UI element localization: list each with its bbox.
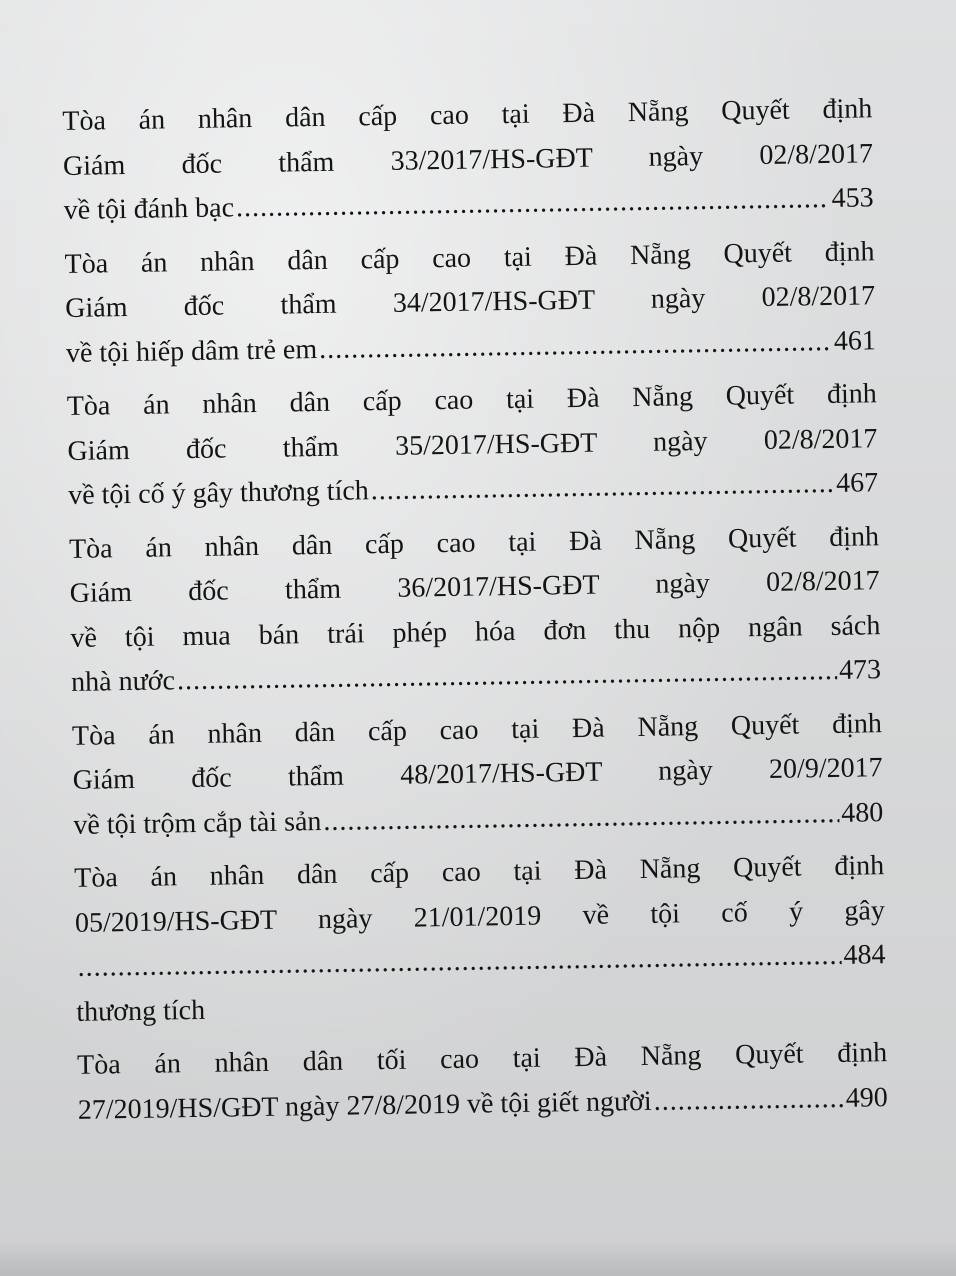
dot-leader (177, 649, 838, 704)
dot-leader (236, 177, 830, 231)
toc-entry-line: Tòa án nhân dân cấp cao tại Đà Nẵng Quyết định (62, 93, 873, 137)
toc-entry-line: Tòa án nhân dân cấp cao tại Đà Nẵng Quyết định (66, 378, 877, 422)
toc-entry-line: thương tích (76, 994, 206, 1028)
toc-entry-line: Tòa án nhân dân tối cao tại Đà Nẵng Quyết định (76, 1037, 888, 1081)
toc-entry-line: Giám đốc thẩm 34/2017/HS-GĐT ngày 02/8/2017 (65, 280, 876, 324)
toc-entry-line: Tòa án nhân dân cấp cao tại Đà Nẵng Quyết định (68, 520, 880, 565)
page-number: 453 (831, 182, 874, 214)
toc-entry (66, 372, 878, 518)
toc-entry-line: về tội mua bán trái phép hóa đơn thu nộp ngân sách (70, 609, 881, 654)
toc-entry-line: về tội hiếp dâm trẻ em (65, 333, 318, 369)
toc-entry (64, 230, 876, 376)
toc-entry (74, 844, 887, 1035)
dot-leader (370, 462, 834, 514)
page-number: 484 (843, 939, 886, 971)
toc-entry-line: Tòa án nhân dân cấp cao tại Đà Nẵng Quyết định (73, 850, 885, 894)
toc-entry-line: về tội cố ý gây thương tích (67, 475, 370, 511)
page-number: 480 (841, 796, 884, 829)
toc-entry-line: về tội đánh bạc (63, 192, 235, 226)
toc-entry-line: Giám đốc thẩm 36/2017/HS-GĐT ngày 02/8/2017 (69, 565, 880, 609)
toc-entry-line: Giám đốc thẩm 35/2017/HS-GĐT ngày 02/8/2017 (67, 422, 878, 467)
toc-entry (69, 515, 882, 706)
toc-entry-line: Giám đốc thẩm 48/2017/HS-GĐT ngày 20/9/2017 (72, 752, 883, 796)
dot-leader (323, 791, 840, 844)
dot-leader (319, 319, 832, 372)
toc-entry-line: 05/2019/HS-GĐT ngày 21/01/2019 về tội cố ý gây (74, 894, 886, 939)
toc-entry-line: Giám đốc thẩm 33/2017/HS-GĐT ngày 02/8/2017 (62, 137, 874, 182)
page-number: 461 (833, 324, 877, 357)
table-of-contents (62, 87, 888, 1142)
toc-entry-line: Tòa án nhân dân cấp cao tại Đà Nẵng Quyết định (64, 235, 875, 280)
page-number: 490 (845, 1081, 889, 1114)
toc-entry-line: nhà nước (70, 665, 176, 698)
toc-entry (62, 87, 874, 233)
dot-leader (653, 1076, 844, 1123)
toc-entry-line: về tội trộm cắp tài sản (73, 805, 322, 841)
page-number: 473 (838, 654, 882, 686)
toc-entry-line: 27/2019/HS/GĐT ngày 27/8/2019 về tội giết người (77, 1085, 652, 1126)
page-bottom-edge (0, 1240, 956, 1276)
toc-entry (72, 702, 884, 848)
page-number: 467 (835, 467, 879, 499)
toc-entry (77, 1031, 888, 1133)
toc-entry-line: Tòa án nhân dân cấp cao tại Đà Nẵng Quyết định (71, 707, 883, 752)
